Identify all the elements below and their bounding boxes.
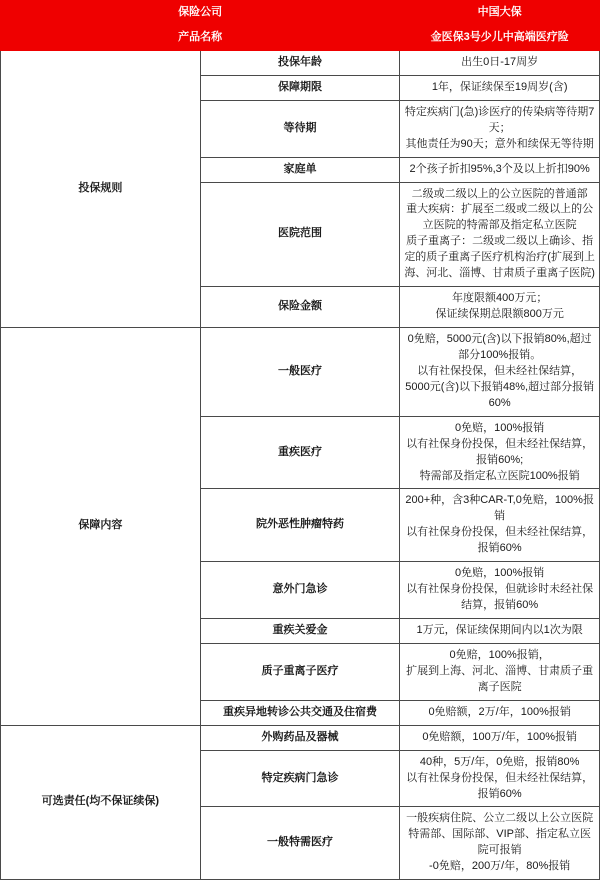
value-line: 其他责任为90天；意外和续保无等待期 — [405, 137, 594, 150]
value-line: 0免赔，5000元(含)以下报销80%,超过部分100%报销。 — [407, 333, 592, 361]
row-item-label: 外购药品及器械 — [200, 725, 400, 750]
table-body — [1, 1, 600, 880]
value-line: 0免赔额，100万/年，100%报销 — [422, 730, 577, 743]
row-item-label: 投保年龄 — [200, 50, 400, 75]
row-item-label: 家庭单 — [200, 157, 400, 182]
row-item-label: 质子重离子医疗 — [200, 643, 400, 700]
row-item-label: 保险金额 — [200, 287, 400, 328]
value-line: 200+种，含3种CAR-T,0免赔，100%报销 — [405, 494, 594, 523]
row-item-label: 一般医疗 — [200, 328, 400, 417]
row-item-label: 一般特需医疗 — [200, 807, 400, 880]
row-value — [400, 619, 600, 644]
company-label: 保险公司 — [1, 1, 400, 26]
row-value — [400, 562, 600, 619]
value-line: 扩展到上海、河北、淄博、甘肃质子重离子医院 — [406, 664, 594, 693]
group-label-underwriting-rules: 投保规则 — [1, 50, 201, 327]
row-value — [400, 182, 600, 287]
value-line: 一般疾病住院、公立二级以上公立医院特需部、国际部、VIP部、指定私立医院可报销 — [406, 812, 594, 857]
value-line: 以有社保投保，但未经社保结算， — [417, 364, 583, 377]
value-line: 出生0日-17周岁 — [461, 55, 539, 68]
row-value — [400, 75, 600, 100]
row-item-label: 重疾异地转诊公共交通及住宿费 — [200, 700, 400, 725]
table-row — [1, 725, 600, 750]
value-line: 质子重离子：二级或二级以上确诊、指定的质子重离子医疗机构治疗(扩展到上海、河北、淄博、甘肃质子重离子医院) — [404, 235, 595, 280]
value-line: 5000元(含)以下报销48%,超过部分报销60% — [405, 380, 595, 409]
value-line: 0免赔额，2万/年，100%报销 — [428, 705, 571, 718]
row-item-label: 等待期 — [200, 100, 400, 157]
row-item-label: 医院范围 — [200, 182, 400, 287]
table-row-product — [1, 25, 600, 50]
value-line: 二级或二级以上的公立医院的普通部 — [411, 187, 588, 200]
row-value — [400, 50, 600, 75]
product-value: 金医保3号少儿中高端医疗险 — [400, 25, 600, 50]
value-line: 特定疾病门(急)诊医疗的传染病等待期7天； — [404, 105, 595, 134]
row-value — [400, 416, 600, 489]
value-line: 1万元，保证续保期间内以1次为限 — [416, 624, 583, 636]
table-row-company — [1, 1, 600, 26]
value-line: 年度限额400万元； — [451, 292, 548, 305]
row-value — [400, 489, 600, 562]
value-line: 2个孩子折扣95%,3个及以上折扣90% — [409, 162, 590, 175]
value-line: 特需部及指定私立医院100%报销 — [419, 469, 580, 482]
row-item-label: 保障期限 — [200, 75, 400, 100]
value-line: -0免赔，200万/年，80%报销 — [429, 860, 571, 873]
value-line: 以有社保身份投保，但未经社保结算，报销60% — [406, 526, 594, 555]
row-value — [400, 157, 600, 182]
row-item-label: 重疾医疗 — [200, 416, 400, 489]
row-value — [400, 700, 600, 725]
value-line: 1年，保证续保至19周岁(含) — [431, 80, 568, 93]
value-line: 以有社保身份投保，但就诊时未经社保结算，报销60% — [406, 583, 594, 612]
row-item-label: 特定疾病门急诊 — [200, 750, 400, 807]
row-value — [400, 750, 600, 807]
table-row — [1, 328, 600, 417]
row-value — [400, 643, 600, 700]
row-value — [400, 100, 600, 157]
row-item-label: 意外门急诊 — [200, 562, 400, 619]
value-line: 保证续保期总限额800万元 — [435, 308, 564, 321]
value-line: 重大疾病：扩展至二级或二级以上的公立医院的特需部及指定私立医院 — [406, 203, 594, 232]
group-label-coverage-content: 保障内容 — [1, 328, 201, 726]
product-label: 产品名称 — [1, 25, 400, 50]
row-value — [400, 807, 600, 880]
value-line: 0免赔，100%报销 — [455, 421, 545, 434]
value-line: 以有社保身份投保，但未经社保结算，报销60% — [406, 771, 594, 800]
group-label-optional-liability: 可选责任(均不保证续保) — [1, 725, 201, 880]
row-value — [400, 725, 600, 750]
value-line: 以有社保身份投保，但未经社保结算，报销60%; — [406, 437, 594, 466]
row-item-label: 院外恶性肿瘤特药 — [200, 489, 400, 562]
table-row — [1, 50, 600, 75]
value-line: 0免赔，100%报销 — [455, 567, 545, 580]
value-line: 40种，5万/年，0免赔，报销80% — [419, 755, 580, 768]
row-value — [400, 328, 600, 417]
row-value — [400, 287, 600, 328]
company-value: 中国大保 — [400, 1, 600, 26]
row-item-label: 重疾关爱金 — [200, 619, 400, 644]
value-line: 0免赔，100%报销， — [449, 648, 550, 661]
